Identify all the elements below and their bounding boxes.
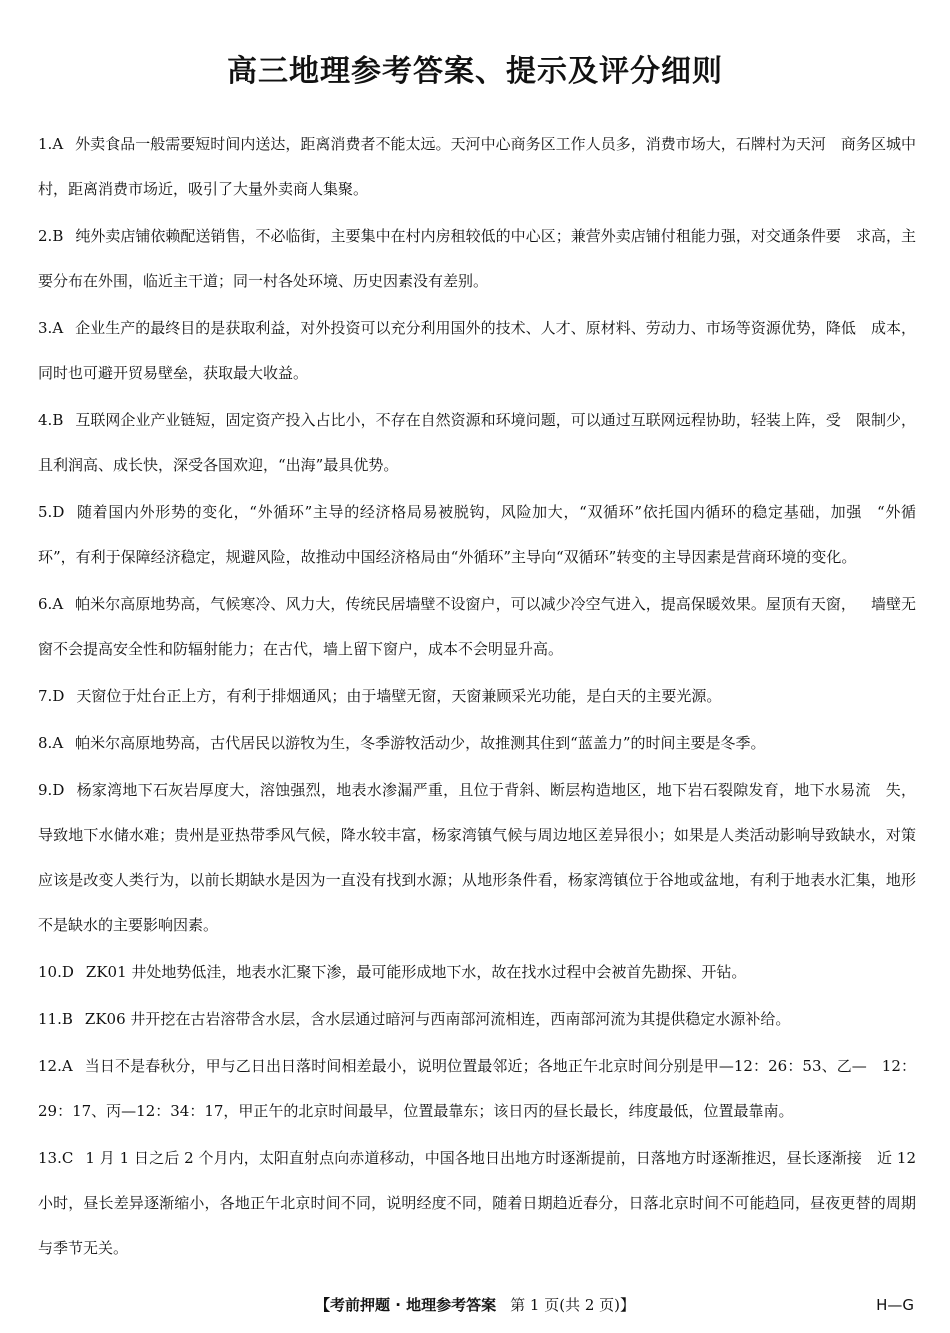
item-explanation: 随着国内外形势的变化，“外循环”主导的经济格局易被脱钩，风险加大，“双循环”依托国内循环的稳定基础，加强 (76, 503, 862, 521)
item-number: 12. (38, 1057, 62, 1075)
item-explanation: 外卖食品一般需要短时间内送达，距离消费者不能太远。天河中心商务区工作人员多，消费市场大，石牌村为天河 (75, 135, 826, 153)
item-explanation-continued: 商务区城中村，距离消费市场近，吸引了大量外卖商人集聚。 (38, 135, 916, 198)
answer-item-6 (38, 582, 916, 672)
footer-center (0, 1292, 950, 1318)
item-explanation-continued: 12：29：17、丙—12：34：17，甲正午的北京时间最早，位置最靠东；该日丙的昼长最长，纬度最低，位置最靠南。 (38, 1057, 916, 1120)
answer-item-3 (38, 306, 916, 396)
item-number: 10. (38, 963, 62, 981)
item-explanation-continued: 成本，同时也可避开贸易壁垒，获取最大收益。 (38, 319, 916, 382)
item-number: 13. (38, 1149, 62, 1167)
answer-item-13 (38, 1136, 916, 1271)
answer-item-12 (38, 1044, 916, 1134)
answer-item-7 (38, 674, 916, 719)
item-answer: D (61, 963, 74, 981)
item-explanation: 当日不是春秋分，甲与乙日出日落时间相差最小，说明位置最邻近；各地正午北京时间分别是甲—12：26：53、乙— (84, 1057, 867, 1075)
answer-item-9 (38, 768, 916, 948)
item-answer: D (52, 781, 65, 799)
item-explanation: 天窗位于灶台正上方，有利于排烟通风；由于墙壁无窗，天窗兼顾采光功能，是白天的主要光源。 (76, 687, 722, 705)
answer-item-10 (38, 950, 916, 995)
item-explanation-continued: 失，导致地下水储水难；贵州是亚热带季风气候，降水较丰富，杨家湾镇气候与周边地区差异很小；如果是人类活动影响导致缺水，对策应该是改变人类行为，以前长期缺水是因为一直没有找到水源；从地形条件看，杨家湾镇位于谷地或盆地，有利于地表水汇集，地形不是缺水的主要影响因素。 (38, 781, 916, 934)
item-number: 6. (38, 595, 53, 613)
item-number: 9. (38, 781, 53, 799)
answer-item-2 (38, 214, 916, 304)
item-number: 3. (38, 319, 53, 337)
item-explanation: 帕米尔高原地势高，气候寒冷、风力大，传统民居墙壁不设窗户，可以减少冷空气进入，提高保暖效果。屋顶有天窗， (75, 595, 856, 613)
answer-item-1 (38, 122, 916, 212)
item-explanation-continued: 墙壁无窗不会提高安全性和防辐射能力；在古代，墙上留下窗户，成本不会明显升高。 (38, 595, 916, 658)
item-explanation: 1 月 1 日之后 2 个月内，太阳直射点向赤道移动，中国各地日出地方时逐渐提前，日落地方时逐渐推迟，昼长逐渐接 (85, 1149, 862, 1167)
item-number: 5. (38, 503, 53, 521)
item-number: 4. (38, 411, 53, 429)
item-explanation: 企业生产的最终目的是获取利益，对外投资可以充分利用国外的技术、人才、原材料、劳动力、市场等资源优势，降低 (75, 319, 856, 337)
item-explanation: 纯外卖店铺依赖配送销售，不必临街，主要集中在村内房租较低的中心区；兼营外卖店铺付租能力强，对交通条件要 (75, 227, 841, 245)
footer-page-number: 第 1 页(共 2 页)】 (510, 1296, 636, 1314)
item-explanation: 互联网企业产业链短，固定资产投入占比小，不存在自然资源和环境问题，可以通过互联网远程协助，轻装上阵，受 (75, 411, 841, 429)
item-answer: A (52, 135, 64, 153)
item-number: 11. (38, 1010, 62, 1028)
footer-book-title: 【考前押题 · 地理参考答案 (314, 1296, 497, 1314)
item-answer: D (52, 687, 65, 705)
item-explanation-continued: 限制少，且利润高、成长快，深受各国欢迎，“出海”最具优势。 (38, 411, 916, 474)
answer-list (38, 122, 916, 1273)
answer-item-4 (38, 398, 916, 488)
item-explanation: 杨家湾地下石灰岩厚度大，溶蚀强烈，地表水渗漏严重，且位于背斜、断层构造地区，地下岩石裂隙发育，地下水易流 (76, 781, 871, 799)
item-number: 2. (38, 227, 53, 245)
answer-item-11 (38, 997, 916, 1042)
answer-item-5 (38, 490, 916, 580)
item-explanation: 帕米尔高原地势高，古代居民以游牧为生，冬季游牧活动少，故推测其住到“蓝盖力”的时间主要是冬季。 (75, 734, 766, 752)
page-title: 高三地理参考答案、提示及评分细则 (227, 54, 723, 89)
item-answer: D (52, 503, 65, 521)
item-answer: A (52, 595, 64, 613)
item-answer: B (52, 411, 64, 429)
item-explanation: ZK06 井开挖在古岩溶带含水层，含水层通过暗河与西南部河流相连，西南部河流为其提供稳定水源补给。 (84, 1010, 791, 1028)
item-answer: A (52, 734, 64, 752)
item-number: 1. (38, 135, 53, 153)
answer-item-8 (38, 721, 916, 766)
item-explanation: ZK01 井处地势低洼，地表水汇聚下渗，最可能形成地下水，故在找水过程中会被首先勘探、开钻。 (85, 963, 747, 981)
footer-code: H—G (876, 1296, 914, 1314)
item-answer: C (61, 1149, 74, 1167)
item-answer: B (61, 1010, 73, 1028)
item-answer: A (61, 1057, 73, 1075)
item-number: 7. (38, 687, 53, 705)
item-explanation-continued: “外循环”，有利于保障经济稳定，规避风险，故推动中国经济格局由“外循环”主导向“双循环”转变的主导因素是营商环境的变化。 (38, 503, 916, 566)
item-number: 8. (38, 734, 53, 752)
item-answer: A (52, 319, 64, 337)
item-explanation-continued: 近 12 小时，昼长差异逐渐缩小，各地正午北京时间不同，说明经度不同，随着日期趋近春分，日落北京时间不可能趋同，昼夜更替的周期与季节无关。 (38, 1149, 916, 1257)
item-explanation-continued: 求高，主要分布在外围，临近主干道；同一村各处环境、历史因素没有差别。 (38, 227, 916, 290)
item-answer: B (52, 227, 64, 245)
